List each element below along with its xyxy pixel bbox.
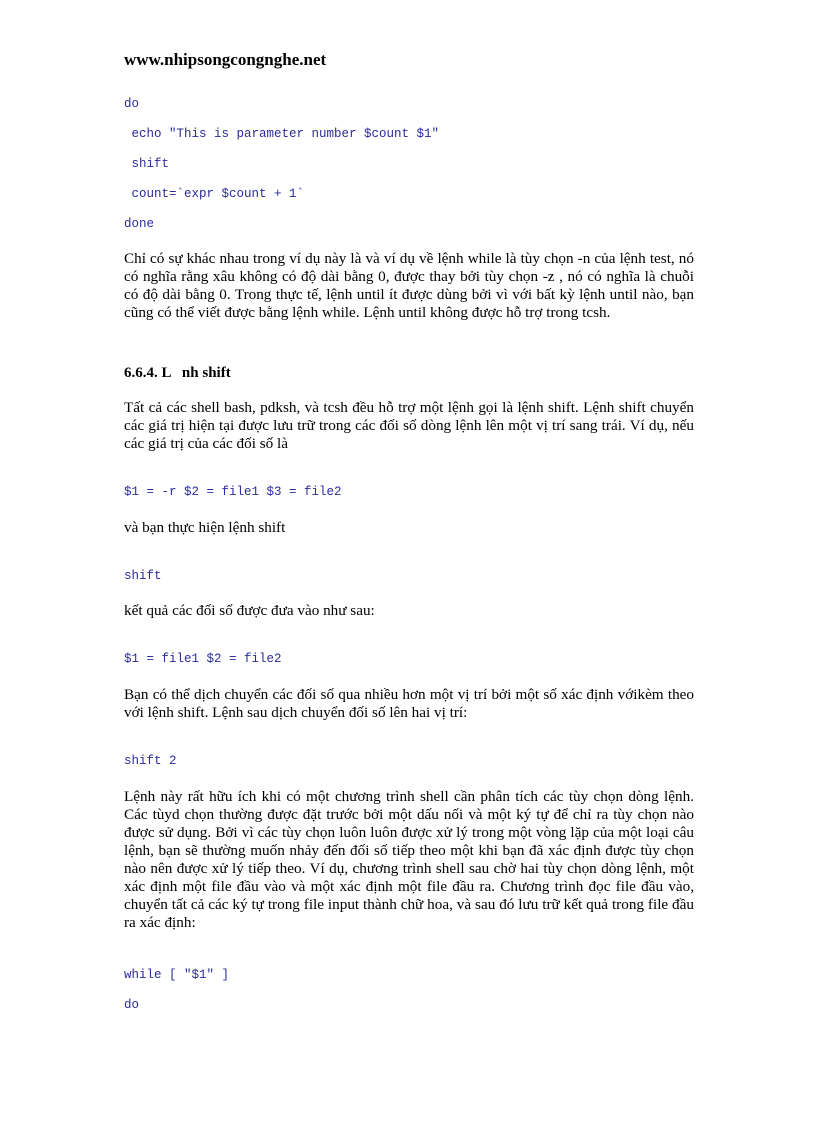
paragraph-shift-multi: Bạn có thể dịch chuyển các đối số qua nhiều hơn một vị trí bởi một số xác định vớikèm theo với lệnh shift. Lệnh sau dịch chuyển đối số lên hai vị trí: [124,686,694,721]
section-heading: 6.6.4. L nh shift [124,365,231,381]
code-line: count=`expr $count + 1` [124,187,305,201]
code-line: done [124,217,155,231]
paragraph-result: kết quả các đối số được đưa vào như sau: [124,602,375,619]
paragraph-until-note: Chỉ có sự khác nhau trong ví dụ này là và ví dụ về lệnh while là tùy chọn -n của lệnh test, nó có nghĩa rằng xâu không có độ dài bằng 0, được thay bởi tùy chọn -z , nó có nghĩa là chuỗi có độ dài bằng 0. Trong thực tế, lệnh until ít được dùng bởi vì với bất kỳ lệnh until nào, bạn cũng có thể viết được bằng lệnh while. Lệnh until không được hỗ trợ trong tcsh. [124,250,694,321]
site-header: www.nhipsongcongnghe.net [124,50,327,69]
paragraph-run-shift: và bạn thực hiện lệnh shift [124,519,286,536]
code-line: $1 = file1 $2 = file2 [124,652,282,666]
paragraph-shift-intro: Tất cả các shell bash, pdksh, và tcsh đều hỗ trợ một lệnh gọi là lệnh shift. Lệnh shift chuyển các giá trị hiện tại được lưu trữ trong các đối số dòng lệnh lên một vị trí sang trái. Ví dụ, nếu các giá trị của các đối số là [124,399,694,452]
code-line: $1 = -r $2 = file1 $3 = file2 [124,485,342,499]
code-line: shift [124,569,162,583]
code-line: echo "This is parameter number $count $1" [124,127,440,141]
code-line: shift 2 [124,754,177,768]
code-line: do [124,97,140,111]
code-line: shift [124,157,170,171]
paragraph-options: Lệnh này rất hữu ích khi có một chương trình shell cần phân tích các tùy chọn dòng lệnh. Các tùyd chọn thường được đặt trước bởi một dấu nối và một ký tự để chỉ ra tùy chọn nào được sử dụng. Bởi vì các tùy chọn luôn luôn được xử lý trong một vòng lặp của một loại câu lệnh, bạn sẽ thường muốn nhảy đến đối số tiếp theo một khi bạn đã xác định được tùy chọn nào nên được xử lý tiếp theo. Ví dụ, chương trình shell sau chờ hai tùy chọn dòng lệnh, một xác định một file đầu vào và một xác định một file đầu ra. Chương trình đọc file đầu vào, chuyển tất cả các ký tự trong file input thành chữ hoa, và sau đó lưu trữ kết quả trong file đầu ra xác định: [124,788,694,931]
code-line: while [ "$1" ] [124,968,230,982]
code-line: do [124,998,140,1012]
